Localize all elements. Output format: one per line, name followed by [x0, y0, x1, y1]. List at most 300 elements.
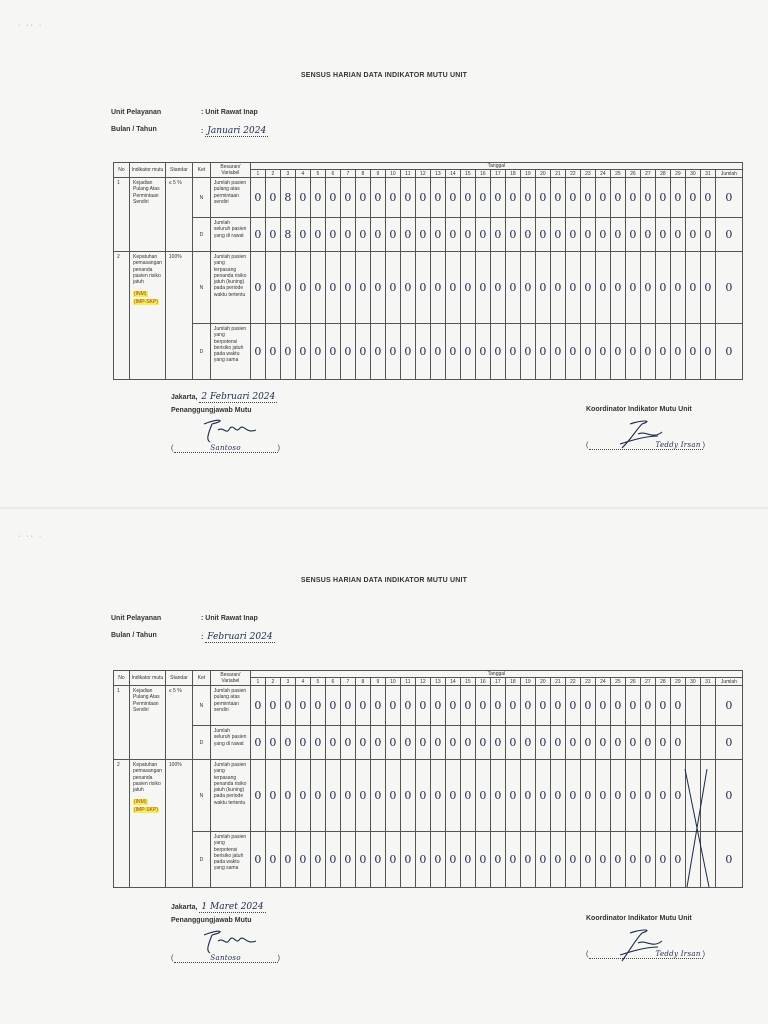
table-row — [114, 686, 743, 726]
day-value-cell: 0 — [415, 760, 430, 832]
ket-label-n: N — [192, 178, 210, 218]
day-value-cell: 0 — [430, 726, 445, 760]
day-value-cell: 0 — [460, 832, 475, 888]
day-value-cell: 0 — [385, 324, 400, 380]
header-day: 10 — [385, 170, 400, 178]
day-value-cell: 0 — [415, 324, 430, 380]
indicator-no: 2 — [114, 252, 130, 380]
indicator-cell — [130, 686, 166, 760]
day-value-cell: 0 — [490, 686, 505, 726]
day-value-cell: 0 — [580, 324, 595, 380]
day-value-cell: 0 — [400, 178, 415, 218]
indicator-name: Kejadian Pulang Atas Permintaan Sendiri — [133, 180, 160, 205]
day-value-cell: 0 — [670, 178, 685, 218]
day-value-cell: 0 — [325, 686, 340, 726]
indicator-standard: ≤ 5 % — [165, 178, 192, 252]
header-day: 25 — [610, 170, 625, 178]
day-value-cell: 0 — [445, 726, 460, 760]
scan-specks: · ·· · — [18, 533, 44, 540]
day-value-cell: 0 — [355, 686, 370, 726]
day-value-cell: 0 — [430, 218, 445, 252]
month-label: Bulan / Tahun — [111, 126, 157, 133]
day-value-cell: 0 — [475, 760, 490, 832]
day-value-cell: 0 — [460, 760, 475, 832]
day-value-cell: 0 — [385, 832, 400, 888]
header-day: 12 — [415, 678, 430, 686]
day-value-cell: 0 — [640, 760, 655, 832]
header-day: 14 — [445, 170, 460, 178]
day-value-cell: 0 — [385, 218, 400, 252]
day-value-cell: 0 — [280, 760, 295, 832]
ket-label-d: D — [192, 218, 210, 252]
day-value-cell: 0 — [595, 324, 610, 380]
day-value-cell: 0 — [400, 760, 415, 832]
header-besaran: Besaran/ Variabel — [210, 163, 250, 178]
day-value-cell: 0 — [445, 324, 460, 380]
day-value-cell: 0 — [595, 252, 610, 324]
header-day: 15 — [460, 678, 475, 686]
header-row — [114, 163, 743, 170]
month-row — [111, 126, 267, 136]
day-value-cell: 0 — [475, 832, 490, 888]
ket-label-d: D — [192, 726, 210, 760]
day-value-cell: 0 — [505, 178, 520, 218]
day-value-cell: 0 — [520, 832, 535, 888]
header-day: 31 — [700, 678, 715, 686]
day-value-cell: 0 — [550, 832, 565, 888]
right-signer-line: ( Teddy Irsan ) — [586, 441, 706, 449]
header-ket: Ket — [192, 671, 210, 686]
day-value-cell: 0 — [445, 252, 460, 324]
header-day: 4 — [295, 678, 310, 686]
day-value-cell: 0 — [505, 760, 520, 832]
day-value-cell: 0 — [355, 832, 370, 888]
total-cell: 0 — [715, 686, 742, 726]
day-value-cell: 0 — [460, 686, 475, 726]
day-value-cell: 0 — [430, 832, 445, 888]
day-value-cell: 0 — [310, 218, 325, 252]
day-value-cell: 0 — [535, 218, 550, 252]
day-value-cell: 0 — [685, 252, 700, 324]
day-value-cell: 0 — [505, 218, 520, 252]
table-row — [114, 252, 743, 324]
variable-numerator: Jumlah pasien yang terpasang penanda risiko jatuh (kuning) pada periode waktu tertentu — [210, 760, 250, 832]
day-value-cell — [700, 760, 715, 832]
day-value-cell: 0 — [295, 178, 310, 218]
day-value-cell: 0 — [310, 686, 325, 726]
day-value-cell: 0 — [655, 178, 670, 218]
sheet-title: SENSUS HARIAN DATA INDIKATOR MUTU UNIT — [300, 577, 468, 584]
day-value-cell: 0 — [610, 760, 625, 832]
day-value-cell: 0 — [565, 178, 580, 218]
day-value-cell: 0 — [250, 324, 265, 380]
day-value-cell: 0 — [370, 686, 385, 726]
day-value-cell: 0 — [250, 178, 265, 218]
header-day: 22 — [565, 678, 580, 686]
day-value-cell: 0 — [700, 252, 715, 324]
header-day: 5 — [310, 170, 325, 178]
day-value-cell: 0 — [310, 252, 325, 324]
header-jumlah: Jumlah — [715, 170, 742, 178]
day-value-cell: 0 — [640, 252, 655, 324]
day-value-cell: 0 — [310, 324, 325, 380]
total-cell: 0 — [715, 252, 742, 324]
header-standar: Standar — [165, 671, 192, 686]
header-day: 7 — [340, 678, 355, 686]
unit-label: Unit Pelayanan — [111, 109, 162, 116]
header-day: 30 — [685, 678, 700, 686]
day-value-cell: 0 — [250, 252, 265, 324]
month-prefix: : — [201, 634, 204, 641]
header-day: 23 — [580, 170, 595, 178]
left-signer-name: Santoso — [174, 444, 278, 453]
day-value-cell: 0 — [640, 324, 655, 380]
indicator-tag: (INM) — [134, 291, 147, 298]
table-row — [114, 324, 743, 380]
day-value-cell: 0 — [325, 178, 340, 218]
day-value-cell: 0 — [355, 178, 370, 218]
day-value-cell: 0 — [280, 686, 295, 726]
table-row — [114, 760, 743, 832]
day-value-cell: 0 — [520, 178, 535, 218]
right-signer-name: Teddy Irsan — [589, 441, 703, 450]
day-value-cell: 0 — [520, 686, 535, 726]
ket-label-n: N — [192, 686, 210, 726]
day-value-cell: 0 — [610, 686, 625, 726]
header-day: 31 — [700, 170, 715, 178]
header-day: 28 — [655, 678, 670, 686]
variable-numerator: Jumlah pasien pulang atas permintaan sendiri — [210, 178, 250, 218]
indicator-cell — [130, 760, 166, 888]
day-value-cell: 0 — [430, 686, 445, 726]
day-value-cell: 0 — [535, 760, 550, 832]
day-value-cell — [685, 832, 700, 888]
day-value-cell: 0 — [580, 726, 595, 760]
day-value-cell: 0 — [460, 252, 475, 324]
day-value-cell: 0 — [610, 324, 625, 380]
day-value-cell: 0 — [580, 686, 595, 726]
census-table — [113, 162, 743, 380]
header-row — [114, 671, 743, 678]
total-cell: 0 — [715, 324, 742, 380]
header-day: 6 — [325, 678, 340, 686]
day-value-cell: 0 — [265, 686, 280, 726]
day-value-cell: 0 — [400, 324, 415, 380]
day-value-cell: 0 — [310, 178, 325, 218]
header-indikator: Indikator mutu — [130, 671, 166, 686]
header-day: 11 — [400, 678, 415, 686]
day-value-cell: 0 — [250, 686, 265, 726]
day-value-cell: 0 — [580, 178, 595, 218]
indicator-name: Kejadian Pulang Atas Permintaan Sendiri — [133, 688, 160, 713]
header-day: 20 — [535, 170, 550, 178]
month-row — [111, 632, 273, 642]
day-value-cell: 0 — [295, 324, 310, 380]
day-value-cell: 0 — [250, 726, 265, 760]
ket-label-n: N — [192, 252, 210, 324]
day-value-cell: 0 — [370, 832, 385, 888]
day-value-cell: 0 — [355, 726, 370, 760]
census-sheet-january — [0, 0, 768, 507]
month-value: Januari 2024 — [207, 126, 267, 136]
day-value-cell: 0 — [565, 686, 580, 726]
right-signer-name: Teddy Irsan — [589, 950, 703, 959]
day-value-cell — [700, 686, 715, 726]
day-value-cell: 0 — [475, 178, 490, 218]
day-value-cell: 0 — [265, 252, 280, 324]
header-day: 9 — [370, 170, 385, 178]
day-value-cell: 0 — [655, 252, 670, 324]
day-value-cell: 0 — [625, 686, 640, 726]
day-value-cell: 0 — [460, 178, 475, 218]
indicator-no: 1 — [114, 686, 130, 760]
day-value-cell: 0 — [340, 686, 355, 726]
day-value-cell: 0 — [700, 178, 715, 218]
indicator-standard: 100% — [165, 252, 192, 380]
header-day: 26 — [625, 678, 640, 686]
day-value-cell: 0 — [325, 726, 340, 760]
day-value-cell: 0 — [520, 760, 535, 832]
variable-denominator: Jumlah pasien yang berpotensi berisiko jatuh pada waktu yang sama — [210, 324, 250, 380]
header-day: 27 — [640, 170, 655, 178]
header-indikator: Indikator mutu — [130, 163, 166, 178]
day-value-cell: 0 — [475, 726, 490, 760]
header-day: 8 — [355, 678, 370, 686]
indicator-tag: (INM) — [134, 799, 147, 806]
day-value-cell: 0 — [280, 252, 295, 324]
day-value-cell: 0 — [550, 686, 565, 726]
day-value-cell: 0 — [595, 726, 610, 760]
signed-date: 1 Maret 2024 — [201, 902, 264, 912]
total-cell: 0 — [715, 726, 742, 760]
day-value-cell: 0 — [280, 324, 295, 380]
day-value-cell: 0 — [595, 218, 610, 252]
day-value-cell: 0 — [265, 178, 280, 218]
unit-value: : Unit Rawat Inap — [201, 615, 258, 622]
month-prefix: : — [201, 128, 204, 135]
header-day: 2 — [265, 678, 280, 686]
day-value-cell: 0 — [535, 324, 550, 380]
day-value-cell: 0 — [385, 760, 400, 832]
day-value-cell: 0 — [625, 178, 640, 218]
day-value-cell: 0 — [325, 218, 340, 252]
day-value-cell — [700, 832, 715, 888]
day-value-cell: 0 — [400, 252, 415, 324]
day-value-cell: 0 — [625, 252, 640, 324]
day-value-cell: 0 — [370, 218, 385, 252]
day-value-cell: 0 — [445, 686, 460, 726]
day-value-cell — [700, 726, 715, 760]
total-cell: 0 — [715, 178, 742, 218]
unit-row — [111, 109, 258, 116]
right-signature-scribble — [612, 927, 682, 967]
day-value-cell: 0 — [490, 760, 505, 832]
day-value-cell: 0 — [625, 218, 640, 252]
indicator-no: 1 — [114, 178, 130, 252]
header-day: 16 — [475, 170, 490, 178]
header-ket: Ket — [192, 163, 210, 178]
day-value-cell: 0 — [640, 726, 655, 760]
header-tanggal: Tanggal — [250, 163, 742, 170]
day-value-cell: 0 — [655, 832, 670, 888]
day-value-cell: 0 — [640, 832, 655, 888]
day-value-cell: 0 — [295, 686, 310, 726]
day-value-cell: 0 — [655, 324, 670, 380]
day-value-cell: 0 — [310, 832, 325, 888]
day-value-cell: 0 — [370, 726, 385, 760]
day-value-cell: 0 — [565, 324, 580, 380]
day-value-cell: 0 — [295, 218, 310, 252]
day-value-cell: 0 — [565, 252, 580, 324]
day-value-cell: 0 — [460, 324, 475, 380]
day-value-cell: 0 — [610, 726, 625, 760]
header-day: 16 — [475, 678, 490, 686]
day-value-cell: 0 — [400, 686, 415, 726]
total-cell: 0 — [715, 832, 742, 888]
day-value-cell: 0 — [250, 760, 265, 832]
header-day: 10 — [385, 678, 400, 686]
census-sheet-february — [0, 509, 768, 1024]
header-day: 26 — [625, 170, 640, 178]
day-value-cell: 0 — [415, 218, 430, 252]
header-day: 25 — [610, 678, 625, 686]
day-value-cell: 0 — [550, 252, 565, 324]
left-signer-line: ( Santoso ) — [171, 954, 281, 962]
day-value-cell: 0 — [610, 252, 625, 324]
day-value-cell: 0 — [595, 832, 610, 888]
header-day: 13 — [430, 170, 445, 178]
day-value-cell: 0 — [670, 252, 685, 324]
header-day: 18 — [505, 678, 520, 686]
indicator-name: Kepatuhan pemasangan penanda pasien risiko jatuh — [133, 762, 162, 793]
day-value-cell: 0 — [655, 760, 670, 832]
header-day: 1 — [250, 170, 265, 178]
day-value-cell: 0 — [280, 726, 295, 760]
table-row — [114, 832, 743, 888]
day-value-cell: 0 — [415, 686, 430, 726]
day-value-cell: 0 — [520, 218, 535, 252]
day-value-cell: 0 — [475, 252, 490, 324]
header-day: 1 — [250, 678, 265, 686]
day-value-cell: 0 — [415, 832, 430, 888]
day-value-cell: 0 — [370, 324, 385, 380]
day-value-cell: 0 — [550, 726, 565, 760]
sheet-title: SENSUS HARIAN DATA INDIKATOR MUTU UNIT — [300, 72, 468, 79]
day-value-cell: 0 — [490, 218, 505, 252]
day-value-cell: 8 — [280, 218, 295, 252]
header-day: 24 — [595, 170, 610, 178]
day-value-cell: 0 — [655, 726, 670, 760]
day-value-cell: 0 — [490, 178, 505, 218]
variable-denominator: Jumlah pasien yang berpotensi berisiko jatuh pada waktu yang sama — [210, 832, 250, 888]
indicator-standard: ≤ 5 % — [165, 686, 192, 760]
day-value-cell: 0 — [430, 324, 445, 380]
day-value-cell: 0 — [370, 178, 385, 218]
day-value-cell: 0 — [385, 178, 400, 218]
unit-value: : Unit Rawat Inap — [201, 109, 258, 116]
header-day: 20 — [535, 678, 550, 686]
header-day: 7 — [340, 170, 355, 178]
left-signer-title: Penanggungjawab Mutu — [171, 407, 252, 414]
header-day: 11 — [400, 170, 415, 178]
header-day: 28 — [655, 170, 670, 178]
right-signer-title: Koordinator Indikator Mutu Unit — [586, 406, 692, 413]
header-day: 30 — [685, 170, 700, 178]
header-day: 5 — [310, 678, 325, 686]
day-value-cell: 0 — [325, 324, 340, 380]
day-value-cell: 0 — [265, 726, 280, 760]
day-value-cell: 0 — [325, 832, 340, 888]
total-cell: 0 — [715, 760, 742, 832]
day-value-cell: 0 — [265, 760, 280, 832]
day-value-cell: 0 — [400, 726, 415, 760]
day-value-cell: 0 — [355, 324, 370, 380]
day-value-cell: 0 — [520, 726, 535, 760]
ket-label-d: D — [192, 832, 210, 888]
indicator-tag: (IMP-SKP) — [134, 298, 158, 305]
header-day: 29 — [670, 678, 685, 686]
city-label: Jakarta, — [171, 904, 198, 911]
day-value-cell: 0 — [445, 218, 460, 252]
header-day: 15 — [460, 170, 475, 178]
day-value-cell: 0 — [385, 686, 400, 726]
header-day: 24 — [595, 678, 610, 686]
variable-denominator: Jumlah seluruh pasien yang di rawat — [210, 726, 250, 760]
month-label: Bulan / Tahun — [111, 632, 157, 639]
table-row — [114, 178, 743, 218]
day-value-cell: 0 — [625, 760, 640, 832]
header-day: 14 — [445, 678, 460, 686]
day-value-cell — [685, 686, 700, 726]
census-table — [113, 670, 743, 888]
day-value-cell: 0 — [295, 726, 310, 760]
header-day: 17 — [490, 678, 505, 686]
day-value-cell: 0 — [355, 760, 370, 832]
header-tanggal: Tanggal — [250, 671, 742, 678]
day-value-cell: 0 — [610, 178, 625, 218]
day-value-cell: 0 — [580, 760, 595, 832]
day-value-cell: 0 — [670, 686, 685, 726]
signed-date: 2 Februari 2024 — [201, 392, 276, 402]
day-value-cell: 0 — [550, 218, 565, 252]
day-value-cell: 0 — [685, 218, 700, 252]
day-value-cell: 0 — [535, 252, 550, 324]
day-value-cell: 0 — [580, 832, 595, 888]
day-value-cell: 0 — [370, 252, 385, 324]
day-value-cell: 0 — [685, 178, 700, 218]
day-value-cell: 0 — [445, 832, 460, 888]
day-value-cell: 0 — [535, 726, 550, 760]
day-value-cell: 0 — [385, 252, 400, 324]
day-value-cell: 0 — [355, 252, 370, 324]
left-signer-line: ( Santoso ) — [171, 444, 281, 452]
right-signature-scribble — [612, 418, 682, 452]
day-value-cell: 0 — [505, 832, 520, 888]
header-day: 2 — [265, 170, 280, 178]
day-value-cell: 0 — [295, 252, 310, 324]
day-value-cell: 0 — [430, 252, 445, 324]
day-value-cell: 0 — [325, 760, 340, 832]
right-signer-title: Koordinator Indikator Mutu Unit — [586, 915, 692, 922]
day-value-cell: 0 — [535, 686, 550, 726]
left-signer-title: Penanggungjawab Mutu — [171, 917, 252, 924]
day-value-cell: 0 — [580, 252, 595, 324]
indicator-cell — [130, 252, 166, 380]
day-value-cell: 0 — [595, 760, 610, 832]
header-day: 17 — [490, 170, 505, 178]
total-cell: 0 — [715, 218, 742, 252]
day-value-cell: 0 — [580, 218, 595, 252]
